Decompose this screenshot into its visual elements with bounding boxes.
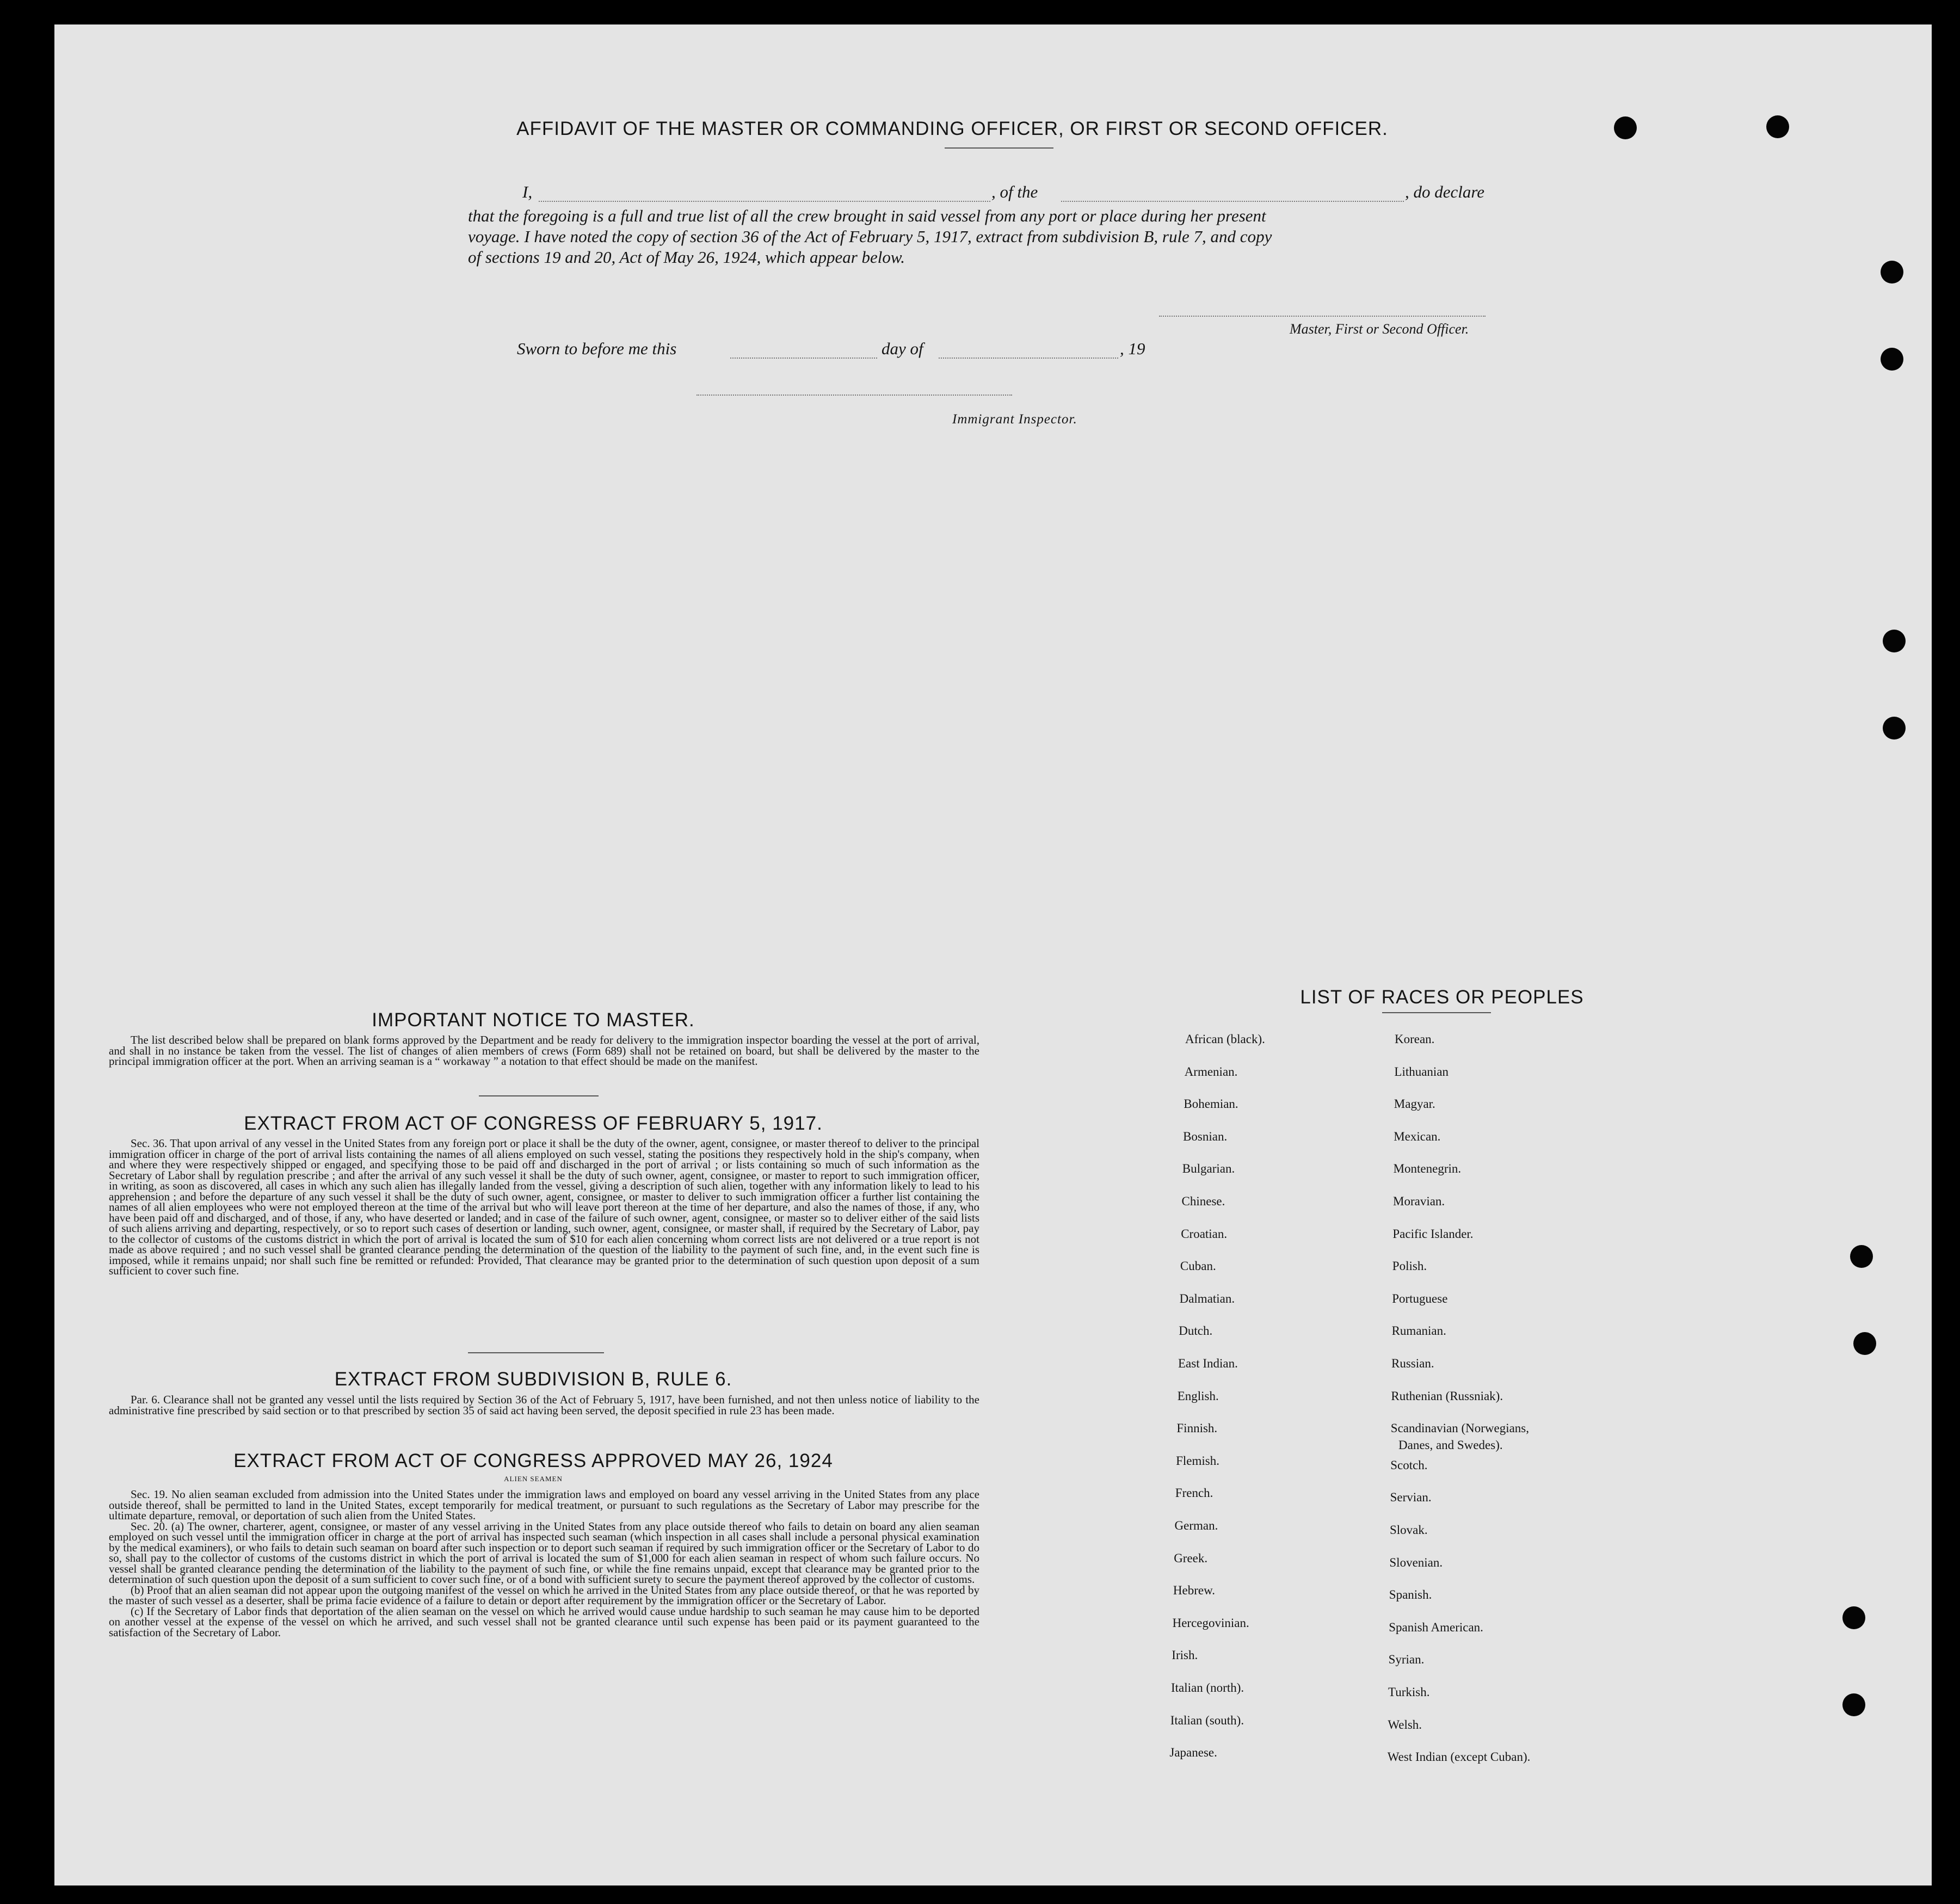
affidavit-line: that the foregoing is a full and true list of all the crew brought in said vessel from any port or place during her present xyxy=(468,206,1266,225)
race-item: Magyar. xyxy=(1394,1097,1435,1111)
race-item: Rumanian. xyxy=(1391,1324,1446,1338)
race-item: Moravian. xyxy=(1393,1194,1445,1208)
race-item: Syrian. xyxy=(1388,1653,1425,1667)
master-signature-label: Master, First or Second Officer. xyxy=(1290,321,1469,337)
punch-hole-icon xyxy=(1766,115,1789,138)
extract-1924-subtitle: ALIEN SEAMEN xyxy=(504,1475,563,1483)
race-item: Flemish. xyxy=(1176,1453,1219,1468)
race-item: Spanish American. xyxy=(1389,1620,1483,1634)
race-item: Japanese. xyxy=(1169,1746,1217,1760)
affidavit-body xyxy=(468,206,1583,268)
affidavit-title: AFFIDAVIT OF THE MASTER OR COMMANDING OFFICER, OR FIRST OR SECOND OFFICER. xyxy=(516,118,1388,139)
affidavit-line: voyage. I have noted the copy of section 36 of the Act of February 5, 1917, extract from subdivision B, rule 7, and copy xyxy=(468,227,1272,246)
race-item: East Indian. xyxy=(1178,1357,1238,1370)
punch-hole-icon xyxy=(1883,717,1906,740)
extract-1924-paragraph: (b) Proof that an alien seaman did not appear upon the outgoing manifest of the vessel on which he arrived in the United States from any place outside thereof, or that he was reported by the master of such vessel as a deserter, shall be prima facie evidence of a failure to detain or deport after requirement by the immigration officer or the Secretary of Labor. xyxy=(109,1583,979,1607)
vessel-name-line xyxy=(1061,201,1404,202)
extract-rule6-text xyxy=(109,1395,979,1416)
race-item: Armenian. xyxy=(1184,1064,1238,1079)
race-item: Dutch. xyxy=(1179,1324,1213,1338)
race-item: Polish. xyxy=(1392,1259,1427,1273)
race-item: Bulgarian. xyxy=(1182,1162,1235,1176)
race-item: Welsh. xyxy=(1388,1717,1422,1732)
punch-hole-icon xyxy=(1842,1606,1865,1629)
punch-hole-icon xyxy=(1881,261,1903,284)
punch-hole-icon xyxy=(1853,1332,1876,1355)
race-item: Pacific Islander. xyxy=(1392,1227,1474,1241)
punch-hole-icon xyxy=(1881,348,1903,371)
race-item: Bosnian. xyxy=(1183,1129,1228,1143)
race-item: Finnish. xyxy=(1176,1421,1218,1435)
race-item: Dalmatian. xyxy=(1179,1291,1235,1305)
race-item: Scotch. xyxy=(1390,1458,1428,1472)
extract-1924-text xyxy=(109,1489,979,1638)
race-item: German. xyxy=(1174,1519,1218,1532)
extract-1917-title: EXTRACT FROM ACT OF CONGRESS OF FEBRUARY 5, 1917. xyxy=(244,1113,823,1134)
extract-1917-text xyxy=(109,1138,979,1277)
race-item: French. xyxy=(1175,1486,1213,1500)
race-item: Korean. xyxy=(1395,1032,1435,1046)
race-item: West Indian (except Cuban). xyxy=(1387,1750,1531,1764)
race-item: Croatian. xyxy=(1181,1227,1228,1241)
affidavit-first-line xyxy=(522,182,1583,206)
race-item: Chinese. xyxy=(1181,1194,1225,1208)
race-item: African (black). xyxy=(1185,1032,1265,1046)
race-item: Hercegovinian. xyxy=(1172,1616,1249,1630)
i-label: I, xyxy=(522,182,533,201)
inspector-label: Immigrant Inspector. xyxy=(952,412,1077,427)
sworn-month-line xyxy=(939,358,1118,359)
race-item: Slovenian. xyxy=(1389,1555,1443,1569)
race-item: Turkish. xyxy=(1388,1685,1430,1699)
year-label: , 19 xyxy=(1120,339,1145,358)
divider xyxy=(468,1352,604,1353)
form-page xyxy=(54,24,1932,1885)
race-item: Slovak. xyxy=(1390,1523,1428,1537)
race-item: Scandinavian (Norwegians, xyxy=(1390,1421,1529,1435)
extract-1924-paragraph: (c) If the Secretary of Labor finds that deportation of the alien seaman on the vessel on which he arrived would cause undue hardship to such seaman he may cause him to be deported on another vessel at the expense of the vessel on which he arrived, and such vessel shall not be granted clearance until such expense has been paid or its payment guaranteed to the satisfaction of the Secretary of Labor. xyxy=(109,1604,979,1639)
race-item: Greek. xyxy=(1174,1551,1208,1565)
punch-hole-icon xyxy=(1883,630,1906,652)
race-item: Servian. xyxy=(1390,1490,1432,1505)
race-item: Irish. xyxy=(1172,1648,1198,1662)
divider xyxy=(1382,1012,1491,1013)
divider xyxy=(479,1095,599,1096)
races-title: LIST OF RACES OR PEOPLES xyxy=(1300,987,1584,1008)
race-item: Italian (south). xyxy=(1170,1713,1244,1727)
sworn-day-line xyxy=(730,358,877,359)
extract-1924-paragraph: Sec. 20. (a) The owner, charterer, agent, consignee, or master of any vessel arriving in the United States from any place outside thereof who fails to detain on board any alien seaman employed on such vessel until the immigration officer in charge at the port of arrival has inspected such seaman (which inspection in all cases shall include a personal physical examination by the medical examiners), or who fails to detain such seaman on board after such inspection or to deport such seaman if required by such immigration officer or the Secretary of Labor to do so, shall pay to the collector of customs of the customs district in which the port of arrival is located the sum of $1,000 for each alien seaman in respect of whom such failure occurs. No vessel shall be granted clearance pending the determination of the liability to the payment of such fine, or while the fine remains unpaid, except that clearance may be granted prior to the determination of such question upon the deposit of a sum sufficient to cover such fine, or of a bond with sufficient surety to secure the payment thereof approved by the collector of customs. xyxy=(109,1519,979,1586)
master-name-line xyxy=(539,201,990,202)
punch-hole-icon xyxy=(1614,116,1637,139)
master-signature-line xyxy=(1159,316,1486,317)
inspector-signature-line xyxy=(697,395,1012,396)
of-the-label: , of the xyxy=(991,182,1038,201)
race-item: Lithuanian xyxy=(1394,1064,1449,1079)
sworn-label: Sworn to before me this xyxy=(517,339,677,358)
do-declare-label: , do declare xyxy=(1405,182,1485,201)
divider xyxy=(945,147,1053,149)
race-item: Russian. xyxy=(1391,1357,1434,1370)
extract-rule6-paragraph: Par. 6. Clearance shall not be granted any vessel until the lists required by Section 36 of the Act of February 5, 1917, have been furnished, and not then unless notice of liability to the administrative fine prescribed by said section or to that prescribed by section 35 of said act having been served, the deposit specified in rule 23 has been made. xyxy=(109,1393,979,1417)
extract-rule6-title: EXTRACT FROM SUBDIVISION B, RULE 6. xyxy=(334,1369,732,1390)
race-item: Cuban. xyxy=(1180,1259,1216,1273)
race-item-continuation: Danes, and Swedes). xyxy=(1398,1438,1503,1452)
punch-hole-icon xyxy=(1850,1245,1873,1268)
race-item: Bohemian. xyxy=(1184,1097,1238,1111)
race-item: Mexican. xyxy=(1394,1129,1441,1143)
notice-text xyxy=(109,1035,979,1067)
sworn-line xyxy=(517,339,1279,363)
extract-1924-paragraph: Sec. 19. No alien seaman excluded from admission into the United States under the immigration laws and employed on board any vessel arriving in the United States from any place outside thereof, shall be permitted to land in the United States, except temporarily for medical treatment, or pursuant to such regulations as the Secretary of Labor may prescribe for the ultimate departure, removal, or deportation of such alien from the United States. xyxy=(109,1488,979,1522)
punch-hole-icon xyxy=(1842,1693,1865,1716)
day-of-label: day of xyxy=(882,339,923,358)
extract-1924-title: EXTRACT FROM ACT OF CONGRESS APPROVED MAY 26, 1924 xyxy=(233,1450,833,1471)
race-item: Ruthenian (Russniak). xyxy=(1391,1389,1503,1403)
race-item: English. xyxy=(1177,1389,1219,1403)
race-item: Portuguese xyxy=(1392,1291,1448,1305)
race-item: Hebrew. xyxy=(1173,1583,1215,1598)
extract-1917-paragraph: Sec. 36. That upon arrival of any vessel in the United States from any foreign port or place it shall be the duty of the owner, agent, consignee, or master thereof to deliver to the principal immigration officer in charge of the port of arrival lists containing the names of all aliens employed on such vessel, stating the positions they respectively hold in the ship's company, when and where they were respectively shipped or engaged, and specifying those to be paid off and discharged in the port of arrival ; or lists containing so much of such information as the Secretary of Labor shall by regulation prescribe ; and after the arrival of any such vessel it shall be the duty of such owner, agent, consignee, or master to report to such immigration officer, in writing, as soon as discovered, all cases in which any such alien has illegally landed from the vessel, giving a description of such alien, together with any information likely to lead to his apprehension ; and before the departure of any such vessel it shall be the duty of such owner, agent, consignee, or master to deliver to such immigration officer a further list containing the names of all alien employees who were not employed thereon at the time of the arrival but who will leave port thereon at the time of her departure, and also the names of those, if any, who have been paid off and discharged, and of those, if any, who have deserted or landed; and in case of the failure of such owner, agent, consignee, or master so to deliver either of the said lists of such aliens arriving and departing, respectively, or so to report such cases of desertion or landing, such owner, agent, consignee, or master shall, if required by the Secretary of Labor, pay to the collector of customs of the customs district in which the port of arrival is located the sum of $10 for each alien concerning whom correct lists are not delivered or a true report is not made as above required ; and no such vessel shall be granted clearance pending the determination of the question of the liability to the payment of such fine, and, in the event such fine is imposed, while it remains unpaid; nor shall such fine be remitted or refunded: Provided, That clearance may be granted prior to the determination of such question upon deposit of a sum sufficient to cover such fine. xyxy=(109,1137,979,1277)
race-item: Italian (north). xyxy=(1171,1681,1244,1695)
race-item: Montenegrin. xyxy=(1393,1162,1462,1176)
notice-title: IMPORTANT NOTICE TO MASTER. xyxy=(372,1009,695,1031)
notice-paragraph: The list described below shall be prepared on blank forms approved by the Department and be ready for delivery to the immigration inspector boarding the vessel at the port of arrival, and shall in no instance be taken from the vessel. The list of changes of alien members of crews (Form 689) shall not be retained on board, but shall be delivered by the master to the principal immigration officer at the port. When an arriving seaman is a “ workaway ” a notation to that effect should be made on the manifest. xyxy=(109,1033,979,1068)
race-item: Spanish. xyxy=(1389,1588,1432,1602)
affidavit-line: of sections 19 and 20, Act of May 26, 1924, which appear below. xyxy=(468,248,905,267)
